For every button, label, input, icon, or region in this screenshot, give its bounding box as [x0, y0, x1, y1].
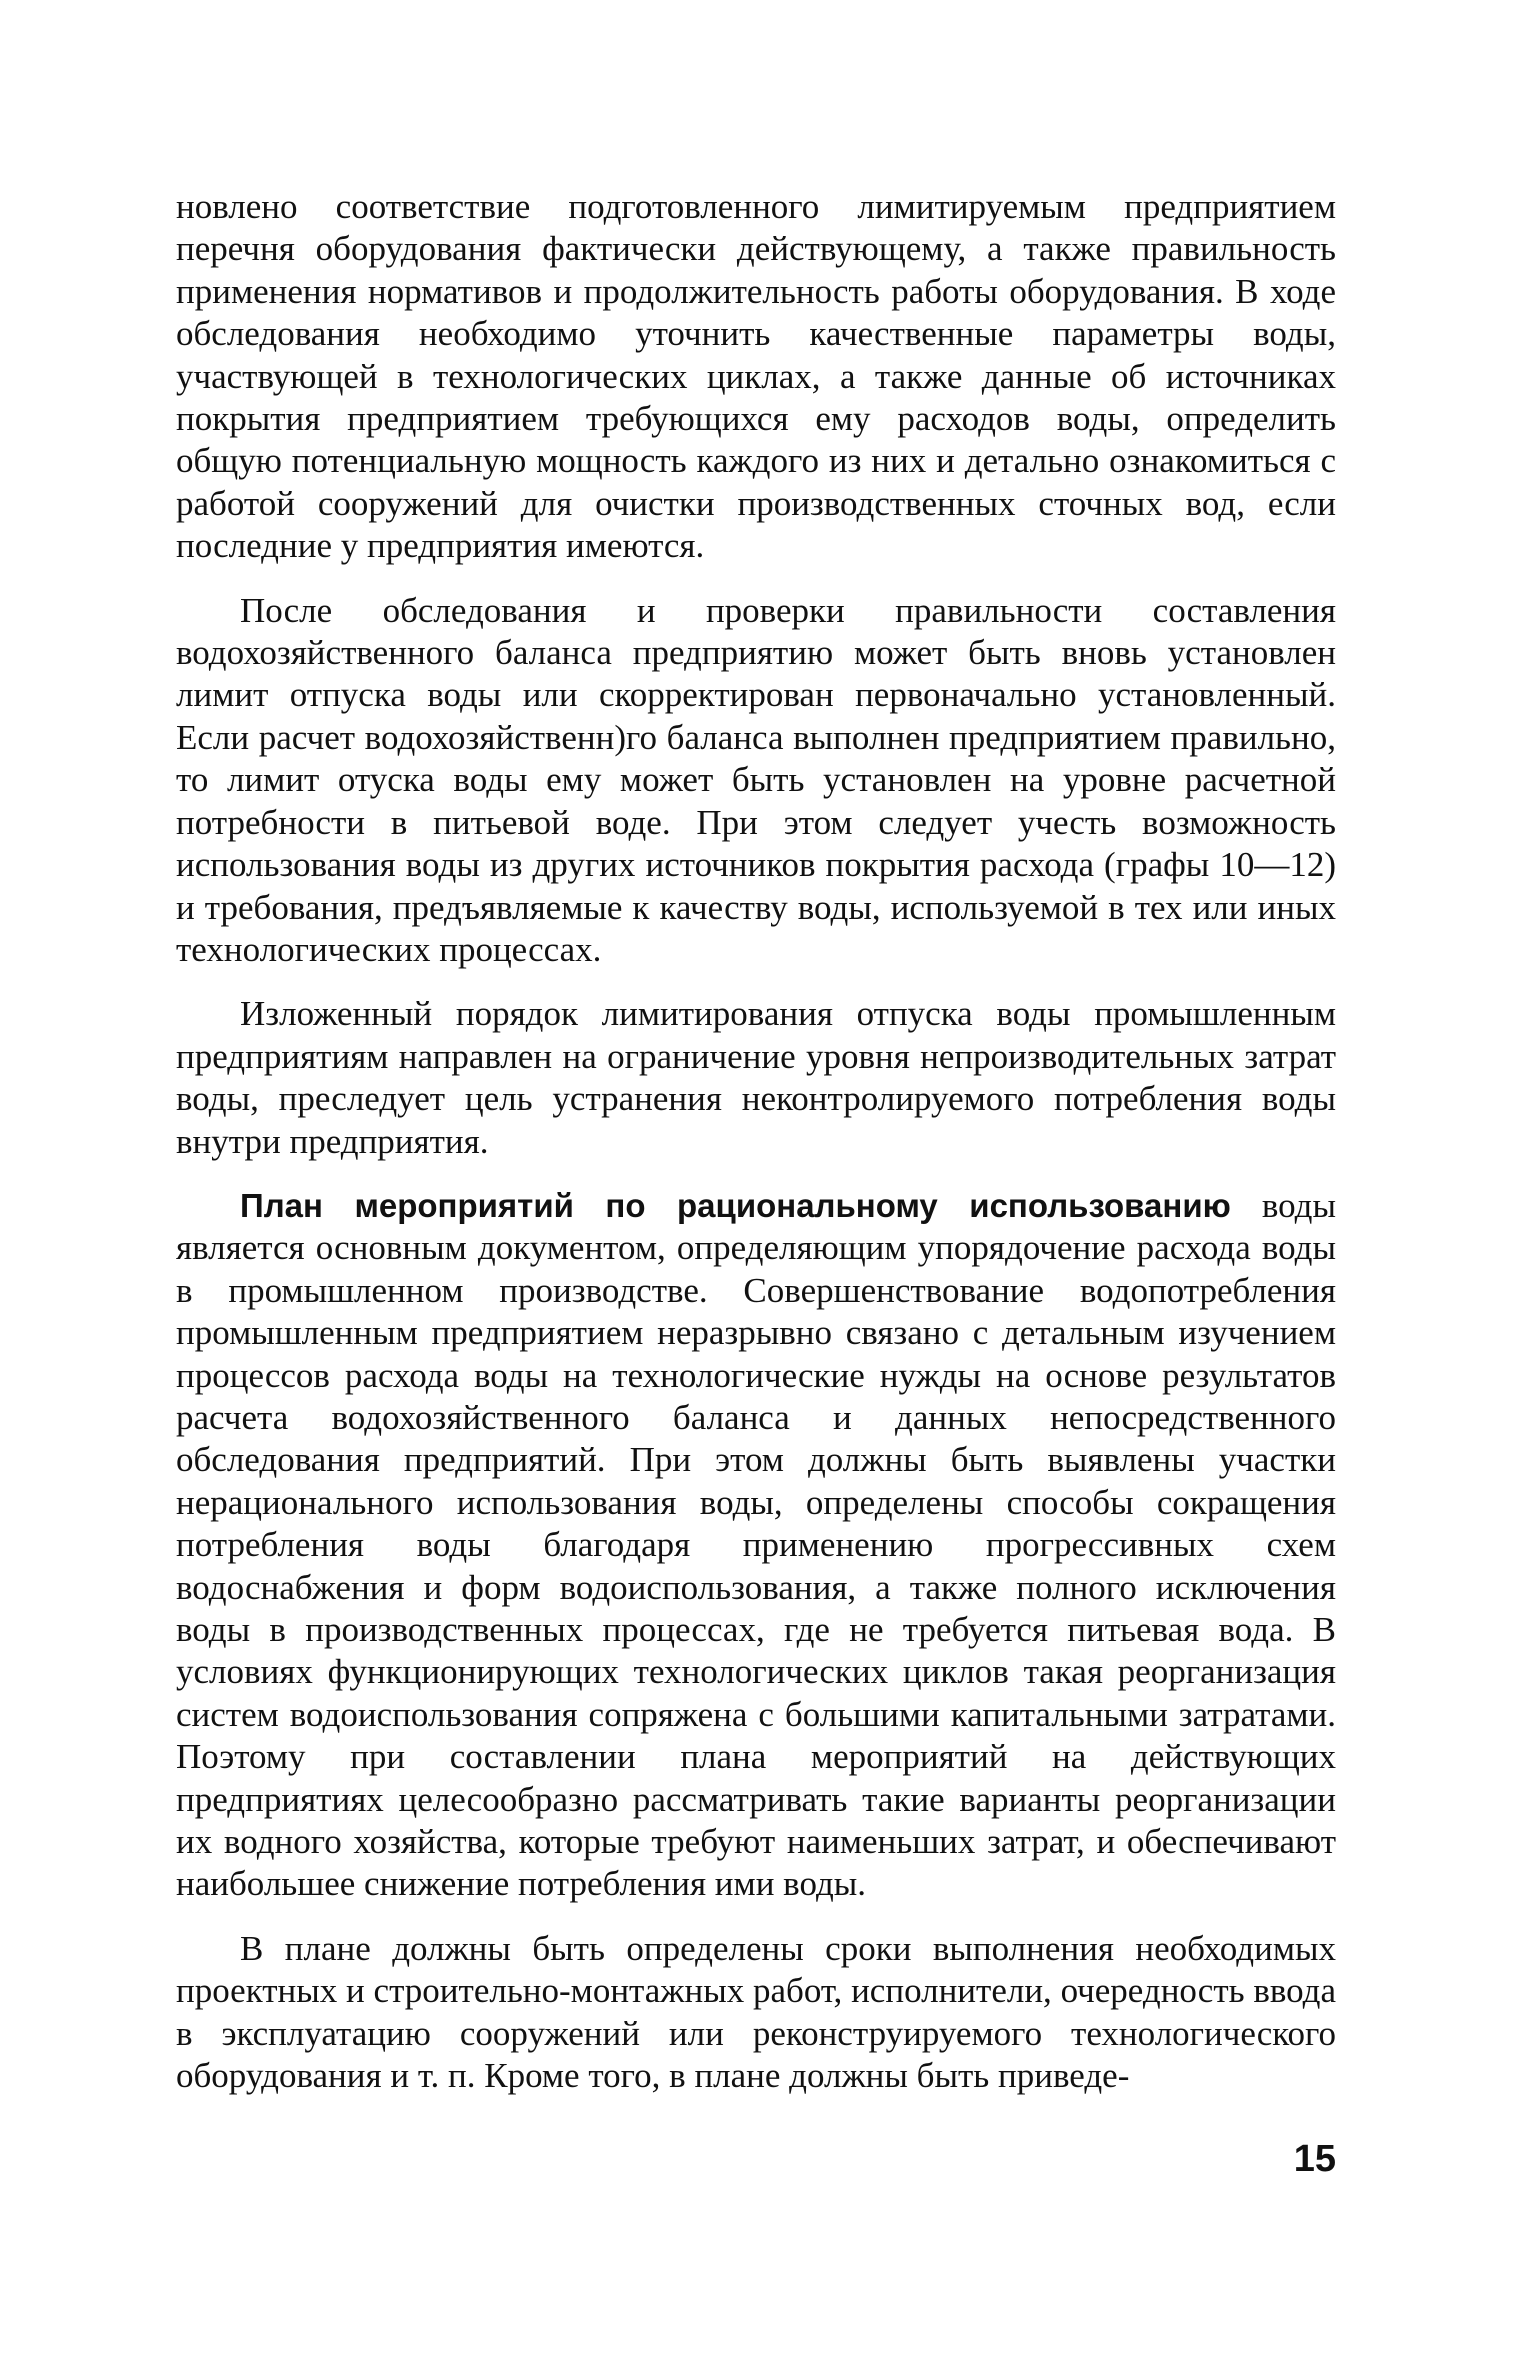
paragraph-2: После обследования и проверки правильности составления водохозяйственного баланса предприятию может быть вновь установлен лимит отпуска воды или скорректирован первоначально установленный. Если расчет водохозяйственн)го баланса выполнен предприятием правильно, то лимит отуска воды ему может быть установлен на уровне расчетной потребности в питьевой воде. При этом следует учесть возможность использования воды из других источников покрытия расхода (графы 10—12) и требования, предъявляемые к качеству воды, используемой в тех или иных технологических процессах. — [176, 590, 1336, 969]
paragraph-4-text: воды является основным документом, определяющим упорядочение расхода воды в промышленном производстве. Совершенствование водопотребления промышленным предприятием неразрывно связано с детальным изучением процессов расхода воды на технологические нужды на основе результатов расчета водохозяйственного баланса и данных непосредственного обследования предприятий. При этом должны быть выявлены участки нерационального использования воды, определены способы сокращения потребления воды благодаря применению прогрессивных схем водоснабжения и форм водоиспользования, а также полного исключения воды в производственных процессах, где не требуется питьевая вода. В условиях функционирующих технологических циклов такая реорганизация систем водоиспользования сопряжена с большими капитальными затратами. Поэтому при составлении плана мероприятий на действующих предприятиях целесообразно рассматривать такие варианты реорганизации их водного хозяйства, которые требуют наименьших затрат, и обеспечивают наибольшее снижение потребления ими воды. — [176, 1185, 1336, 1904]
page-number: 15 — [1293, 2138, 1336, 2180]
paragraph-3: Изложенный порядок лимитирования отпуска воды промышленным предприятиям направлен на ограничение уровня непроизводительных затрат воды, преследует цель устранения неконтролируемого потребления воды внутри предприятия. — [176, 994, 1336, 1161]
paragraph-5: В плане должны быть определены сроки выполнения необходимых проектных и строительно-монтажных работ, исполнители, очередность ввода в эксплуатацию сооружений или реконструируемого технологического оборудования и т. п. Кроме того, в плане должны быть приведе- — [176, 1928, 1336, 2096]
paragraph-4-lead: План мероприятий по рациональному использованию — [240, 1186, 1231, 1224]
paragraph-1: новлено соответствие подготовленного лимитируемым предприятием перечня оборудования фактически действующему, а также правильность применения нормативов и продолжительность работы оборудования. В ходе обследования необходимо уточнить качественные параметры воды, участвующей в технологических циклах, а также данные об источниках покрытия предприятием требующихся ему расходов воды, определить общую потенциальную мощность каждого из них и детально ознакомиться с работой сооружений для очистки производственных сточных вод, если последние у предприятия имеются. — [176, 187, 1336, 566]
paragraph-4 — [176, 1185, 1336, 1906]
body-text — [176, 186, 1336, 2097]
